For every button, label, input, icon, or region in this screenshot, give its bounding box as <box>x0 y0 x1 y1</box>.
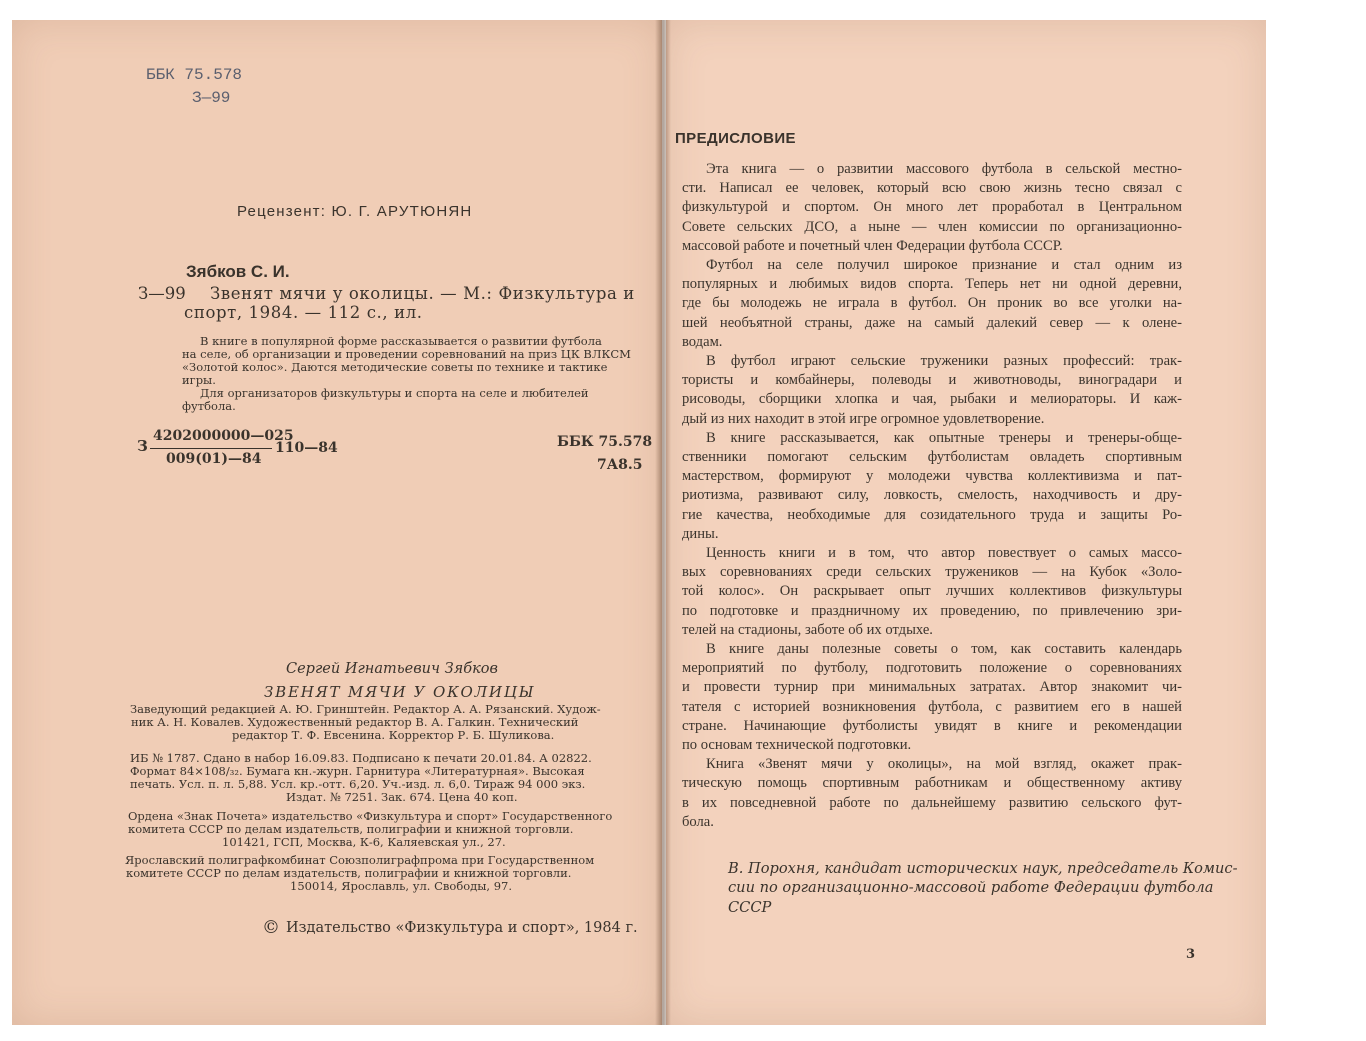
credits-line: редактор Т. Ф. Евсенина. Корректор Р. Б. Шуликова. <box>232 728 555 742</box>
fraction-line <box>150 448 272 449</box>
author-name: Зябков С. И. <box>186 262 290 281</box>
code-top: З—99 <box>192 89 231 107</box>
imprint-line: Издат. № 7251. Зак. 674. Цена 40 коп. <box>286 790 518 804</box>
annotation-line: В книге в популярной форме рассказывается о развитии футбола <box>200 334 602 348</box>
preface-line: по основам технической подготовки. <box>682 737 912 753</box>
preface-line: той колос». Он раскрывает опыт лучших коллективов физкультуры <box>682 583 1182 600</box>
printer-line: Ярославский полиграфкомбинат Союзполиграфпрома при Государственном <box>125 853 595 867</box>
preface-line: где бы молодежь не играла в футбол. Он проник во все уголки на- <box>682 295 1182 312</box>
printer-line: комитете СССР по делам издательств, полиграфии и книжной торговли. <box>126 866 572 880</box>
preface-line: ственники помогают сельским футболистам овладеть спортивным <box>682 449 1182 465</box>
preface-line: тателя с историей возникновения футбола, с развитием его в нашей <box>682 698 1182 715</box>
preface-line: телей на стадионы, заботе об их отдыхе. <box>682 621 933 638</box>
publisher-line: Ордена «Знак Почета» издательство «Физкультура и спорт» Государственного <box>128 809 613 823</box>
preface-line: физкультурой и спортом. Он много лет проработал в Центральном <box>682 199 1182 216</box>
catalog-entry-line2: спорт, 1984. — 112 с., ил. <box>184 303 423 322</box>
credits-line: Заведующий редакцией А. Ю. Гринштейн. Редактор А. А. Рязанский. Худож- <box>130 702 601 716</box>
preface-line: бола. <box>682 813 714 830</box>
preface-line: вых соревнованиях среди сельских тружеников — на Кубок «Золо- <box>682 564 1182 581</box>
preface-line: риотизма, развивают силу, ловкость, смелость, находчивость и дру- <box>682 487 1182 504</box>
annotation-line: «Золотой колос». Даются методические советы по технике и тактике <box>182 360 608 374</box>
preface-line: Эта книга — о развитии массового футбола в сельской местно- <box>706 161 1182 177</box>
signature-line: сии по организационно-массовой работе Федерации футбола <box>728 879 1214 896</box>
preface-heading: ПРЕДИСЛОВИЕ <box>675 130 796 147</box>
imprint-line: Формат 84×108/₃₂. Бумага кн.-журн. Гарнитура «Литературная». Высокая <box>130 764 585 778</box>
catalog-entry-line1: Звенят мячи у околицы. — М.: Физкультура и <box>210 284 635 303</box>
annotation-line: на селе, об организации и проведении соревнований на приз ЦК ВЛКСМ <box>182 347 631 361</box>
index-denominator: 009(01)—84 <box>166 451 262 467</box>
preface-line: рисоводы, сборщики хлопка и чая, рыбаки и мелиораторы. И каж- <box>682 391 1182 408</box>
audience-line: футбола. <box>182 399 236 413</box>
preface-line: В книге даны полезные советы о том, как составить календарь <box>706 641 1182 657</box>
preface-line: В книге рассказывается, как опытные тренеры и тренеры-обще- <box>706 429 1182 446</box>
preface-line: популярных и любимых видов спорта. Теперь нет ни одной деревни, <box>682 276 1182 293</box>
catalog-code: З—99 <box>138 284 186 303</box>
preface-line: Совете сельских ДСО, а ныне — член комиссии по организационно- <box>682 218 1182 235</box>
preface-line: в их повседневной работе по дальнейшему развитию сельского фут- <box>682 794 1182 811</box>
preface-line: В футбол играют сельские труженики разных профессий: трак- <box>706 353 1182 369</box>
book-gutter <box>655 20 671 1025</box>
imprint-line: ИБ № 1787. Сдано в набор 16.09.83. Подписано к печати 20.01.84. А 02822. <box>130 751 592 765</box>
preface-line: мероприятий по футболу, подготовить положение о соревнованиях <box>682 660 1182 677</box>
preface-line: массовой работе и почетный член Федерации футбола СССР. <box>682 237 1063 254</box>
audience-line: Для организаторов физкультуры и спорта на селе и любителей <box>200 386 589 400</box>
copyright-notice: Издательство «Физкультура и спорт», 1984 г. <box>286 920 638 936</box>
bbk-bottom: ББК 75.578 <box>557 434 653 450</box>
preface-line: Футбол на селе получил широкое признание и стал одним из <box>706 257 1182 273</box>
preface-line: тористы и комбайнеры, полеводы и животноводы, виноградари и <box>682 372 1182 389</box>
preface-line: водам. <box>682 333 723 350</box>
author-full-name: Сергей Игнатьевич Зябков <box>286 661 498 677</box>
credits-line: ник А. Н. Ковалев. Художественный редактор В. А. Галкин. Технический <box>131 715 579 729</box>
preface-line: сти. Написал ее человек, который всю свою жизнь тесно связал с <box>682 180 1182 197</box>
publisher-line: 101421, ГСП, Москва, К-6, Каляевская ул., 27. <box>222 835 506 849</box>
code-bottom: 7А8.5 <box>597 457 643 473</box>
preface-line: тическую помощь спортивным работникам и общественному активу <box>682 775 1182 792</box>
preface-line: дины. <box>682 525 719 542</box>
printer-line: 150014, Ярославль, ул. Свободы, 97. <box>290 879 512 893</box>
preface-line: шей необъятной страны, даже на самый далекий север — к олене- <box>682 314 1182 331</box>
book-title: ЗВЕНЯТ МЯЧИ У ОКОЛИЦЫ <box>264 683 536 701</box>
preface-line: Ценность книги и в том, что автор повествует о самых массо- <box>706 545 1182 561</box>
publisher-line: комитета СССР по делам издательств, полиграфии и книжной торговли. <box>128 822 574 836</box>
reviewer: Рецензент: Ю. Г. АРУТЮНЯН <box>237 203 473 220</box>
index-suffix: 110—84 <box>275 440 338 456</box>
page-number: 3 <box>1186 947 1196 962</box>
annotation-line: игры. <box>182 373 216 387</box>
bbk-top: ББК 75.578 <box>146 66 243 84</box>
preface-line: мастерством, формируют у молодежи чувства коллективизма и пат- <box>682 468 1182 485</box>
signature-line: В. Порохня, кандидат исторических наук, председатель Комис- <box>728 860 1238 877</box>
preface-line: гие качества, необходимые для созидательного труда и защиты Ро- <box>682 506 1182 523</box>
preface-line: дый из них находит в этой игре огромное удовлетворение. <box>682 410 1045 427</box>
copyright-symbol: © <box>262 917 280 938</box>
preface-line: стране. Начинающие футболисты увидят в книге и рекомендации <box>682 717 1182 734</box>
signature-line: СССР <box>728 899 772 916</box>
preface-line: и провести турнир при минимальных затратах. Автор знакомит чи- <box>682 679 1182 696</box>
preface-line: по подготовке и праздничному их проведению, по привлечению зри- <box>682 602 1182 619</box>
index-letter: З <box>137 437 148 455</box>
preface-line: Книга «Звенят мячи у околицы», на мой взгляд, окажет прак- <box>706 756 1182 773</box>
imprint-line: печать. Усл. п. л. 5,88. Усл. кр.-отт. 6,20. Уч.-изд. л. 6,0. Тираж 94 000 экз. <box>130 777 586 791</box>
index-numerator: 4202000000—025 <box>153 428 294 444</box>
